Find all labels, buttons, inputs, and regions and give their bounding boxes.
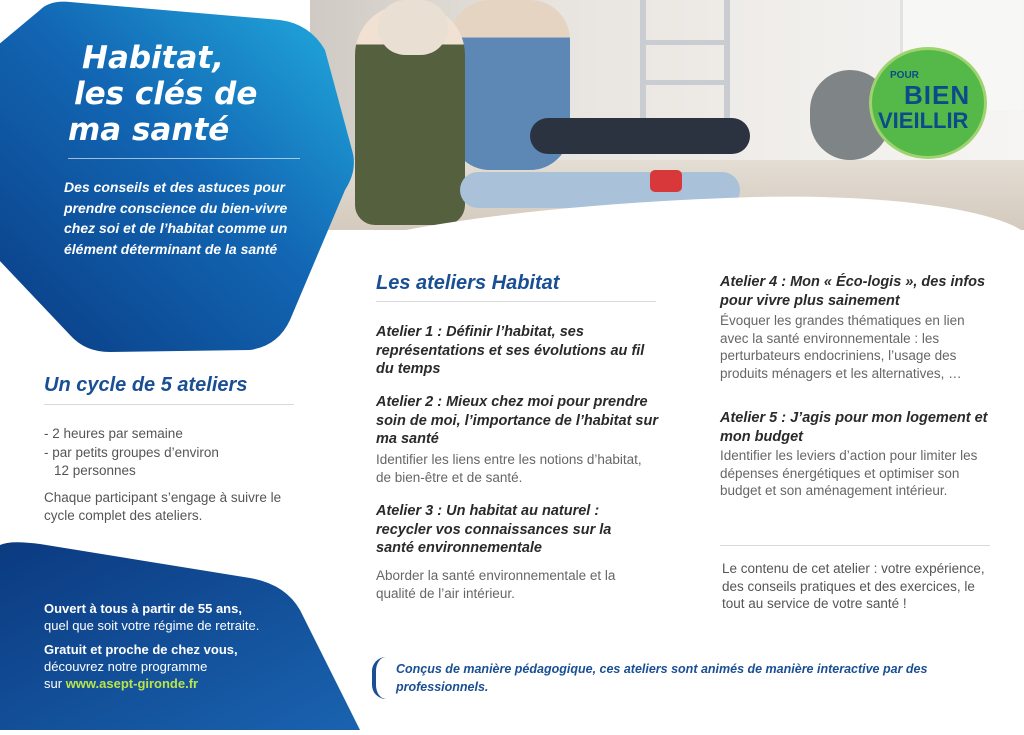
title-line-2: les clés de xyxy=(74,76,258,112)
contact-program-rest: découvrez notre programme xyxy=(44,659,208,674)
atelier-2-desc: Identifier les liens entre les notions d’habitat, de bien-être et de santé. xyxy=(376,452,642,485)
cycle-list xyxy=(44,425,304,481)
title-line-3: ma santé xyxy=(68,112,230,148)
website-link[interactable]: www.asept-gironde.fr xyxy=(65,676,199,691)
cycle-item-groups-line1: - par petits groupes d’environ xyxy=(44,445,219,460)
atelier-4-desc: Évoquer les grandes thématiques en lien avec la santé environnementale : les perturbateurs endocriniens, l’usage des produits ménagers et les alternatives, … xyxy=(720,313,965,381)
cycle-divider xyxy=(44,404,294,405)
logo-bien: BIEN xyxy=(904,80,971,110)
cycle-item-duration: - 2 heures par semaine xyxy=(44,426,183,441)
page-subtitle: Des conseils et des astuces pour prendre conscience du bien-vivre chez soi et de l’habitat comme un élément déterminant de la santé xyxy=(64,179,288,257)
ateliers-divider xyxy=(376,301,656,302)
closing-divider xyxy=(720,545,990,546)
logo-pour: POUR xyxy=(890,70,919,81)
footer-note: Conçus de manière pédagogique, ces ateliers sont animés de manière interactive par des professionnels. xyxy=(396,662,928,694)
contact-eligibility xyxy=(44,600,304,634)
title-divider xyxy=(68,158,300,159)
title-line-1: Habitat, xyxy=(82,40,225,76)
cycle-item-groups-line2: 12 personnes xyxy=(54,463,136,478)
atelier-4-title: Atelier 4 : Mon « Éco-logis », des infos pour vivre plus sainement xyxy=(720,274,986,309)
atelier-3-title: Atelier 3 : Un habitat au naturel : recycler vos connaissances sur la santé environnementale xyxy=(376,503,612,556)
atelier-1-title: Atelier 1 : Définir l’habitat, ses représentations et ses évolutions au fil du temps xyxy=(376,324,645,377)
page-title xyxy=(68,40,257,148)
photo-man-legs xyxy=(530,118,750,154)
atelier-2-title: Atelier 2 : Mieux chez moi pour prendre soin de moi, l’importance de l’habitat sur ma santé xyxy=(376,394,658,447)
footer-bracket xyxy=(372,657,390,699)
atelier-5-desc: Identifier les leviers d’action pour limiter les dépenses énergétiques et optimiser son budget et son aménagement intérieur. xyxy=(720,448,978,498)
contact-program-bold: Gratuit et proche de chez vous, xyxy=(44,642,238,657)
atelier-content-note: Le contenu de cet atelier : votre expérience, des conseils pratiques et des exercices, le tout au service de votre santé ! xyxy=(722,561,985,611)
cycle-note: Chaque participant s’engage à suivre le cycle complet des ateliers. xyxy=(44,490,282,523)
photo-mug xyxy=(650,170,682,192)
contact-eligibility-bold: Ouvert à tous à partir de 55 ans, xyxy=(44,601,242,616)
photo-woman-head xyxy=(378,0,448,55)
cycle-heading: Un cycle de 5 ateliers xyxy=(44,374,248,396)
contact-eligibility-rest: quel que soit votre régime de retraite. xyxy=(44,618,260,633)
atelier-5-title: Atelier 5 : J’agis pour mon logement et mon budget xyxy=(720,410,988,445)
contact-prefix: sur xyxy=(44,676,63,691)
logo-vieillir: VIEILLIR xyxy=(878,108,969,133)
pour-bien-vieillir-logo xyxy=(869,47,987,159)
contact-text xyxy=(44,600,304,699)
cycle-item-groups xyxy=(44,444,304,480)
ateliers-heading: Les ateliers Habitat xyxy=(376,272,560,294)
atelier-3-desc: Aborder la santé environnementale et la qualité de l’air intérieur. xyxy=(376,568,616,601)
contact-program xyxy=(44,641,304,692)
